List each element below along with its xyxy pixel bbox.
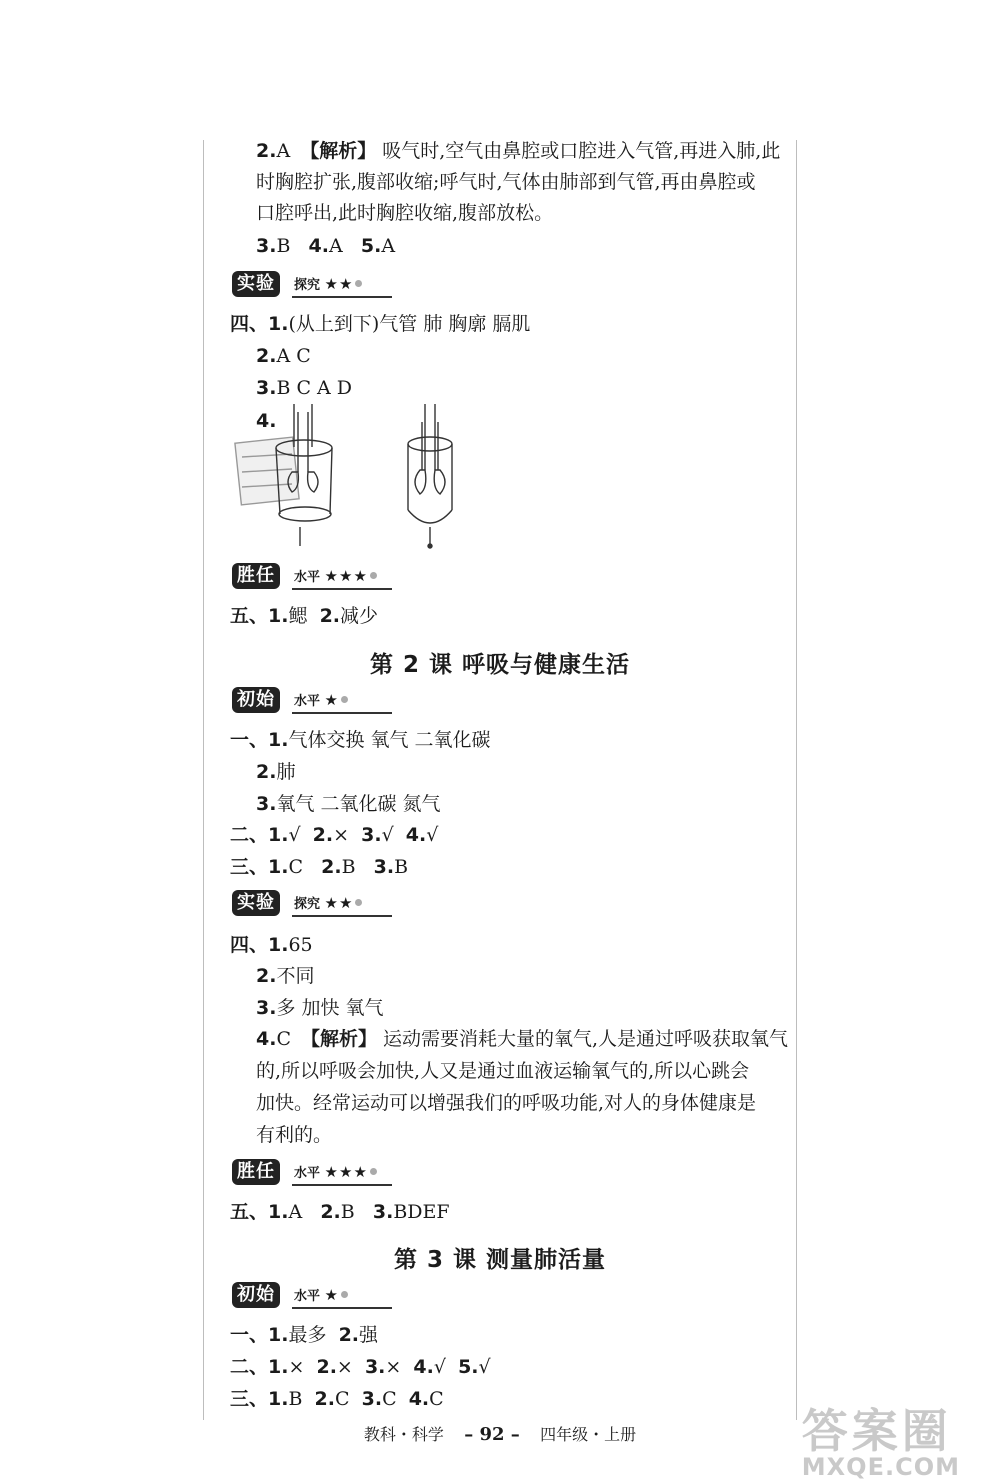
answer-line: 加快。经常运动可以增强我们的呼吸功能,对人的身体健康是: [256, 1092, 757, 1114]
answer-line: 的,所以呼吸会加快,人又是通过血液运输氧气的,所以心跳会: [256, 1060, 750, 1082]
answer-line: 四、1.(从上到下)气管 肺 胸廓 膈肌: [230, 313, 531, 335]
answer-line: 一、1.最多 2.强: [230, 1324, 379, 1346]
watermark: 答案圈 MXQE.COM: [801, 1404, 960, 1481]
section-badge-initial: 初始 水平 ★: [232, 1279, 392, 1313]
crossed-out-model: [235, 404, 332, 546]
section-badge-competent: 胜任 水平 ★★★: [232, 560, 392, 594]
answer-line: 3.氧气 二氧化碳 氮气: [256, 793, 441, 815]
left-margin-line: [203, 140, 204, 1420]
answer-line: 3.B 4.A 5.A: [256, 235, 396, 257]
footer-grade: 四年级・上册: [540, 1425, 637, 1444]
answer-line: 四、1.65: [230, 934, 313, 956]
lung-model-diagram: [232, 402, 482, 552]
section-badge-competent: 胜任 水平 ★★★: [232, 1156, 392, 1190]
answer-line: 五、1.鳃 2.减少: [230, 605, 379, 627]
answer-line: 3.多 加快 氧气: [256, 997, 384, 1019]
answer-line: 2.A C: [256, 345, 311, 367]
answer-line: 2.肺: [256, 761, 296, 783]
answer-line: 二、1.× 2.× 3.× 4.√ 5.√: [230, 1356, 491, 1378]
lesson-title: 第 3 课 测量肺活量: [393, 1247, 607, 1273]
answer-line: 4.C 【解析】 运动需要消耗大量的氧气,人是通过呼吸获取氧气: [256, 1028, 789, 1050]
section-badge-experiment: 实验 探究 ★★: [232, 887, 392, 921]
lesson-title: 第 2 课 呼吸与健康生活: [369, 652, 631, 678]
section-badge-experiment: 实验 探究 ★★: [232, 268, 392, 302]
question-4-label: 4.: [256, 410, 277, 432]
answer-line: 有利的。: [256, 1124, 333, 1146]
answer-line: 三、1.C 2.B 3.B: [230, 856, 409, 878]
answer-line: 五、1.A 2.B 3.BDEF: [230, 1201, 450, 1223]
right-margin-line: [796, 140, 797, 1420]
section-badge-initial: 初始 水平 ★: [232, 684, 392, 718]
answer-line: 口腔呼出,此时胸腔收缩,腹部放松。: [256, 202, 554, 224]
page-number: – 92 –: [464, 1424, 520, 1445]
footer-subject: 教科・科学: [363, 1425, 444, 1444]
answer-line: 三、1.B 2.C 3.C 4.C: [230, 1388, 444, 1410]
answer-line: 3.B C A D: [256, 377, 353, 399]
answer-line: 二、1.√ 2.× 3.√ 4.√: [230, 824, 439, 846]
correct-model: [408, 404, 452, 548]
answer-line: 2.不同: [256, 965, 315, 987]
answer-line: 一、1.气体交换 氧气 二氧化碳: [230, 729, 491, 751]
answer-line: 时胸腔扩张,腹部收缩;呼气时,气体由肺部到气管,再由鼻腔或: [256, 171, 756, 193]
answer-line: 2.A 【解析】 吸气时,空气由鼻腔或口腔进入气管,再进入肺,此: [256, 140, 781, 162]
